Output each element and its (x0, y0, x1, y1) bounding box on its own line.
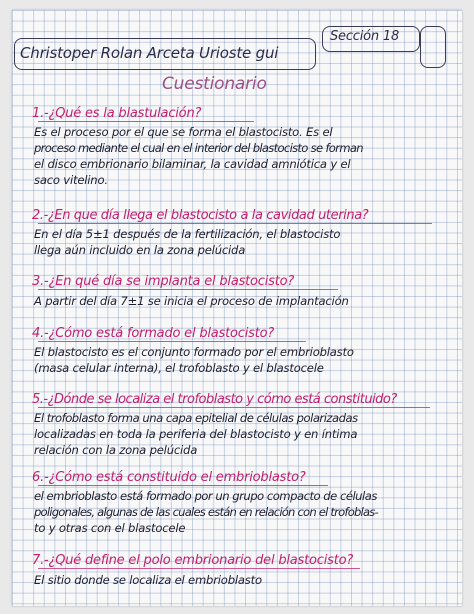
answer-7-line-1: El sitio donde se localiza el embrioblasto (34, 573, 262, 587)
answer-6-line-1: el embrioblasto está formado por un grupo compacto de células (34, 489, 377, 503)
answer-4-line-1: El blastocisto es el conjunto formado por el embrioblasto (34, 345, 354, 359)
question-3: 3.-¿En qué día se implanta el blastocisto? (32, 274, 295, 289)
corner-box (420, 26, 446, 68)
question-2-underline (38, 223, 432, 224)
answer-6-line-2: poligonales, algunas de las cuales están en relación con el trofoblas- (34, 505, 378, 519)
answer-3-line-1: A partir del día 7±1 se inicia el proceso de implantación (34, 294, 349, 308)
question-1: 1.-¿Qué es la blastulación? (32, 106, 202, 121)
answer-1-line-2: proceso mediante el cual en el interior del blastocisto se forman (34, 141, 363, 155)
question-7: 7.-¿Qué define el polo embrionario del blastocisto? (32, 553, 354, 568)
question-7-underline (38, 568, 360, 569)
student-name: Christoper Rolan Arceta Urioste gui (20, 44, 279, 62)
question-6-underline (38, 485, 328, 486)
answer-2-line-1: En el día 5±1 después de la fertilización, el blastocisto (34, 227, 341, 241)
section-label: Sección 18 (330, 29, 400, 44)
answer-5-line-2: localizadas en toda la periferia del blastocisto y en íntima (34, 427, 358, 441)
question-6: 6.-¿Cómo está constituido el embrioblasto? (32, 470, 306, 485)
answer-5-line-3: relación con la zona pelúcida (34, 443, 198, 457)
question-5-underline (38, 407, 430, 408)
question-2: 2.-¿En que día llega el blastocisto a la cavidad uterina? (32, 208, 369, 223)
question-5: 5.-¿Dónde se localiza el trofoblasto y cómo está constituido? (32, 392, 397, 407)
question-4-underline (38, 341, 306, 342)
answer-6-line-3: to y otras con el blastocele (34, 521, 186, 535)
question-4: 4.-¿Cómo está formado el blastocisto? (32, 326, 275, 341)
question-1-underline (38, 121, 254, 122)
answer-2-line-2: llega aún incluido en la zona pelúcida (34, 243, 246, 257)
question-3-underline (38, 289, 338, 290)
document-title: Cuestionario (162, 74, 267, 94)
answer-4-line-2: (masa celular interna), el trofoblasto y el blastocele (34, 361, 324, 375)
answer-1-line-4: saco vitelino. (34, 173, 108, 187)
answer-1-line-3: el disco embrionario bilaminar, la cavidad amniótica y el (34, 157, 351, 171)
notebook-page (12, 10, 462, 606)
answer-5-line-1: El trofoblasto forma una capa epitelial de células polarizadas (34, 411, 358, 425)
answer-1-line-1: Es el proceso por el que se forma el blastocisto. Es el (34, 125, 333, 139)
